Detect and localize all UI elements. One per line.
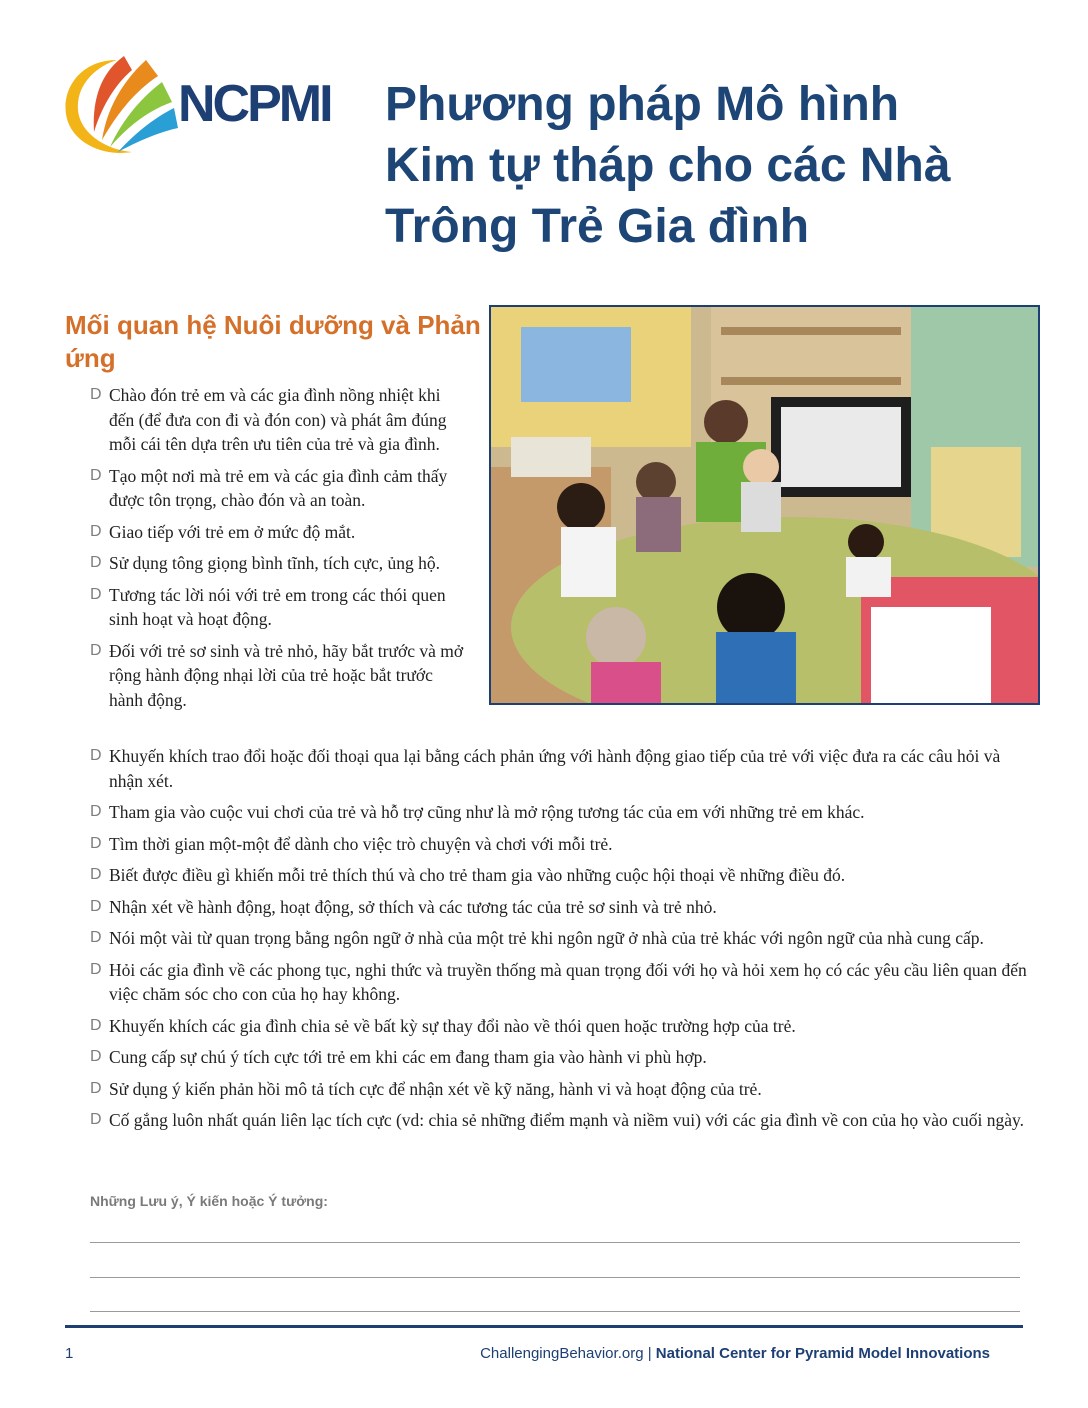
list-item — [90, 551, 470, 576]
bullet-glyph: D — [90, 929, 102, 946]
footer-site-link[interactable]: ChallengingBehavior.org — [480, 1345, 644, 1362]
title-line: Phương pháp Mô hình — [385, 78, 900, 131]
guideline-list-full — [90, 744, 1030, 1140]
list-item — [90, 520, 470, 545]
list-item-text: Cố gắng luôn nhất quán liên lạc tích cực (vd: chia sẻ những điểm mạnh và niềm vui) với các gia đình về con của họ vào cuối ngày. — [109, 1110, 1024, 1130]
list-item-text: Khuyến khích các gia đình chia sẻ về bất kỳ sự thay đổi nào về thói quen hoặc trường hợp của trẻ. — [109, 1015, 796, 1036]
note-line[interactable] — [90, 1277, 1020, 1278]
list-item-text: Biết được điều gì khiến mỗi trẻ thích thú và cho trẻ tham gia vào những cuộc hội thoại về những điều đó. — [109, 865, 846, 885]
footer-credit — [480, 1345, 990, 1362]
list-item-text: Giao tiếp với trẻ em ở mức độ mắt. — [109, 521, 356, 542]
list-item-text: Tương tác lời nói với trẻ em trong các thói quen sinh hoạt và hoạt động. — [109, 584, 446, 629]
bullet-glyph: D — [90, 897, 102, 915]
list-item-text: Tham gia vào cuộc vui chơi của trẻ và hỗ trợ cũng như là mở rộng tương tác của em với những trẻ em khác. — [109, 802, 865, 822]
list-item — [90, 464, 470, 513]
list-item — [90, 1077, 1030, 1102]
bullet-glyph: D — [90, 641, 102, 659]
list-item-text: Sử dụng ý kiến phản hồi mô tả tích cực để nhận xét về kỹ năng, hành vi và hoạt động của trẻ. — [109, 1078, 762, 1099]
list-item — [90, 383, 470, 457]
title-line: Trông Trẻ Gia đình — [385, 200, 810, 253]
list-item — [90, 1014, 1030, 1039]
bullet-glyph: D — [90, 747, 102, 764]
bullet-glyph: D — [90, 866, 102, 883]
list-item — [90, 832, 1030, 857]
footer-separator: | — [643, 1345, 656, 1362]
ncpmi-swirl-icon — [62, 52, 182, 162]
bullet-glyph: D — [90, 1048, 102, 1065]
notes-label: Những Lưu ý, Ý kiến hoặc Ý tưởng: — [90, 1193, 328, 1209]
classroom-photo-image — [491, 307, 1040, 705]
bullet-glyph: D — [90, 834, 102, 852]
list-item — [90, 639, 470, 713]
list-item-text: Sử dụng tông giọng bình tĩnh, tích cực, ủng hộ. — [109, 553, 441, 573]
list-item-text: Đối với trẻ sơ sinh và trẻ nhỏ, hãy bắt trước và mở rộng hành động nhại lời của trẻ hoặc bắt trước hành động. — [109, 640, 464, 710]
list-item — [90, 958, 1030, 1007]
list-item — [90, 1045, 1030, 1070]
page-number: 1 — [65, 1345, 74, 1362]
bullet-glyph: D — [90, 960, 102, 978]
list-item — [90, 583, 470, 632]
bullet-glyph: D — [90, 554, 102, 571]
list-item-text: Tìm thời gian một-một để dành cho việc trò chuyện và chơi với mỗi trẻ. — [109, 833, 613, 854]
ncpmi-logo — [62, 52, 342, 162]
list-item-text: Tạo một nơi mà trẻ em và các gia đình cảm thấy được tôn trọng, chào đón và an toàn. — [109, 465, 448, 510]
list-item — [90, 744, 1030, 793]
list-item — [90, 800, 1030, 825]
bullet-glyph: D — [90, 1111, 102, 1128]
logo-wordmark: NCPMI — [178, 75, 331, 133]
classroom-photo — [489, 305, 1040, 705]
bullet-glyph: D — [90, 466, 102, 484]
list-item-text: Nhận xét về hành động, hoạt động, sở thích và các tương tác của trẻ sơ sinh và trẻ nhỏ. — [109, 896, 717, 917]
page-title — [385, 74, 1045, 257]
list-item-text: Khuyến khích trao đổi hoặc đối thoại qua lại bằng cách phản ứng với hành động giao tiếp của trẻ với việc đưa ra các câu hỏi và nhận xét. — [109, 746, 1001, 791]
guideline-list-top — [90, 383, 470, 719]
bullet-glyph: D — [90, 522, 102, 540]
bullet-glyph: D — [90, 803, 102, 820]
list-item — [90, 926, 1030, 951]
bullet-glyph: D — [90, 1016, 102, 1034]
bullet-glyph: D — [90, 585, 102, 603]
note-line[interactable] — [90, 1311, 1020, 1312]
section-heading: Mối quan hệ Nuôi dưỡng và Phản ứng — [65, 310, 481, 373]
footer-divider — [65, 1325, 1023, 1328]
bullet-glyph: D — [90, 1079, 102, 1097]
list-item — [90, 863, 1030, 888]
title-line: Kim tự tháp cho các Nhà — [385, 139, 951, 192]
footer-org-name: National Center for Pyramid Model Innovations — [655, 1345, 990, 1362]
list-item — [90, 1108, 1030, 1133]
note-line[interactable] — [90, 1242, 1020, 1243]
list-item-text: Chào đón trẻ em và các gia đình nồng nhiệt khi đến (để đưa con đi và đón con) và phát âm đúng mỗi cái tên dựa trên ưu tiên của trẻ và gia đình. — [109, 385, 447, 454]
bullet-glyph: D — [90, 386, 102, 403]
list-item-text: Hỏi các gia đình về các phong tục, nghi thức và truyền thống mà quan trọng đối với họ và hỏi xem họ có các yêu cầu liên quan đến việc chăm sóc cho con của họ hay không. — [109, 959, 1027, 1004]
list-item — [90, 895, 1030, 920]
list-item-text: Cung cấp sự chú ý tích cực tới trẻ em khi các em đang tham gia vào hành vi phù hợp. — [109, 1047, 707, 1067]
list-item-text: Nói một vài từ quan trọng bằng ngôn ngữ ở nhà của một trẻ khi ngôn ngữ ở nhà của trẻ khác với ngôn ngữ của nhà cung cấp. — [109, 928, 984, 948]
